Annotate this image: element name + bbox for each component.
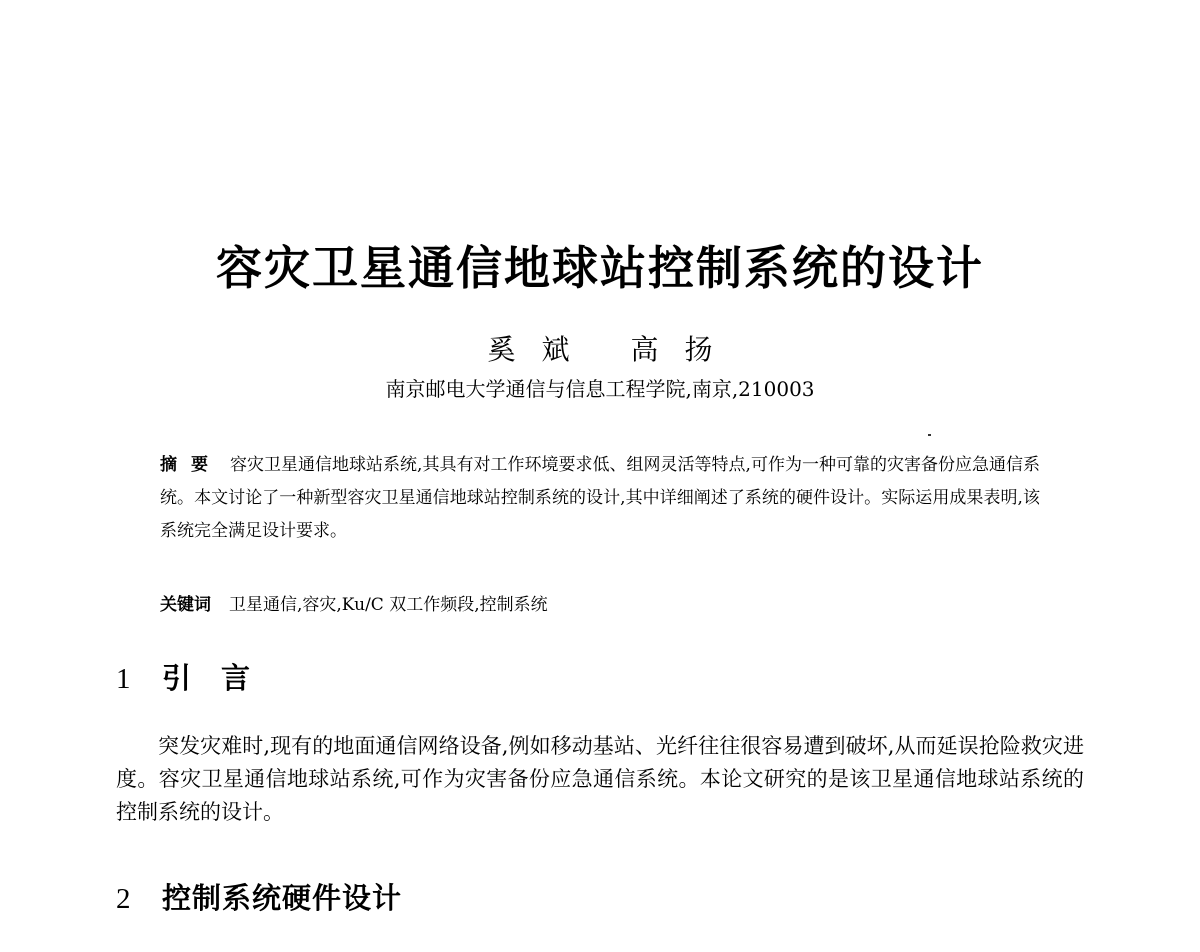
scan-speck	[928, 434, 931, 436]
abstract-block	[160, 449, 1040, 548]
keywords-text: 卫星通信,容灾,Ku/C 双工作频段,控制系统	[229, 595, 548, 615]
section-title: 引言	[162, 661, 281, 695]
section-title: 控制系统硬件设计	[162, 881, 403, 915]
abstract-label: 摘要	[160, 455, 223, 475]
abstract-text: 容灾卫星通信地球站系统,其具有对工作环境要求低、组网灵活等特点,可作为一种可靠的灾害备份应急通信系统。本文讨论了一种新型容灾卫星通信地球站控制系统的设计,其中详细阐述了系统的硬件设计。实际运用成果表明,该系统完全满足设计要求。	[160, 455, 1041, 541]
section-number: 2	[116, 883, 131, 915]
introduction-paragraph: 突发灾难时,现有的地面通信网络设备,例如移动基站、光纤往往很容易遭到破坏,从而延误抢险救灾进度。容灾卫星通信地球站系统,可作为灾害备份应急通信系统。本论文研究的是该卫星通信地球站系统的控制系统的设计。	[116, 734, 1084, 824]
author-affiliation: 南京邮电大学通信与信息工程学院,南京,210003	[385, 377, 815, 401]
keywords-block	[160, 589, 1040, 622]
section-heading-hardware-design	[116, 878, 402, 919]
section-heading-introduction	[116, 658, 280, 699]
section-number: 1	[116, 663, 131, 695]
keywords-label: 关键词	[160, 595, 211, 615]
paper-title: 容灾卫星通信地球站控制系统的设计	[216, 241, 984, 295]
author-list: 奚斌 高扬	[487, 333, 739, 366]
